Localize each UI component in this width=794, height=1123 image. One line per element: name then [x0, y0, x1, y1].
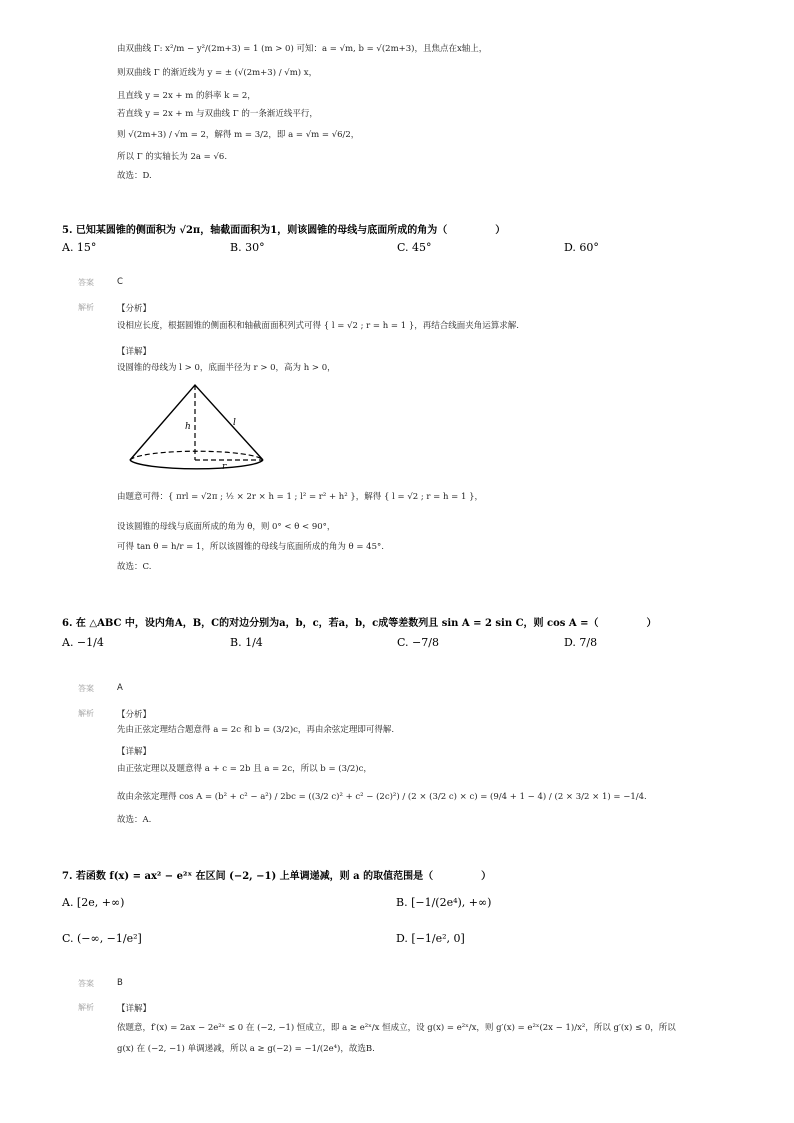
prev-solution-line-4: 若直线 y = 2x + m 与双曲线 Γ 的一条渐近线平行， [117, 109, 318, 119]
q6-option-b[interactable]: B. 1/4 [230, 636, 263, 649]
q7-option-a[interactable]: A. [2e, +∞) [62, 896, 125, 909]
q5-detail-3: 设该圆锥的母线与底面所成的角为 θ，则 0° < θ < 90°， [117, 522, 336, 532]
q7-answer: B [117, 978, 123, 988]
q7-option-b[interactable]: B. [−1/(2e⁴), +∞) [396, 896, 492, 909]
cone-h-label: h [185, 422, 191, 432]
prev-solution-line-7: 故选：D. [117, 171, 152, 181]
q5-stem: 5. 已知某圆锥的侧面积为 √2π，轴截面面积为1，则该圆锥的母线与底面所成的角为（ ） [62, 225, 506, 236]
prev-solution-line-1: 由双曲线 Γ: x²/m − y²/(2m+3) = 1 (m > 0) 可知：a = √m, b = √(2m+3)，且焦点在x轴上， [117, 44, 488, 54]
q6-answer-label: 答案 [78, 684, 94, 693]
q5-option-d[interactable]: D. 60° [564, 241, 599, 254]
cone-l-label: l [233, 418, 236, 428]
q6-fenxi-text: 先由正弦定理结合题意得 a = 2c 和 b = (3/2)c，再由余弦定理即可得解. [117, 725, 395, 735]
q7-detail-2: g(x) 在 (−2, −1) 单调递减，所以 a ≥ g(−2) = −1/(2e⁴)，故选B. [117, 1044, 375, 1054]
q6-detail-1: 由正弦定理以及题意得 a + c = 2b 且 a = 2c，所以 b = (3/2)c， [117, 764, 372, 774]
q7-analysis-label: 解析 [78, 1003, 94, 1012]
cone-r-label: r [222, 462, 227, 472]
prev-solution-line-5: 则 √(2m+3) / √m = 2，解得 m = 3/2，即 a = √m = √6/2， [117, 130, 360, 140]
q5-detail-4: 可得 tan θ = h/r = 1，所以该圆锥的母线与底面所成的角为 θ = 45°. [117, 542, 384, 552]
q6-option-a[interactable]: A. −1/4 [62, 636, 104, 649]
q6-answer: A [117, 683, 123, 693]
q7-answer-label: 答案 [78, 979, 94, 988]
q7-option-d[interactable]: D. [−1/e², 0] [396, 932, 465, 945]
prev-solution-line-2: 则双曲线 Γ 的渐近线为 y = ± (√(2m+3) / √m) x， [117, 68, 318, 78]
q6-detail-3: 故选：A. [117, 815, 152, 825]
q5-answer-label: 答案 [78, 278, 94, 287]
q7-xiangjie-heading: 【详解】 [117, 1004, 152, 1014]
cone-figure [125, 380, 270, 475]
q5-detail-2: 由题意可得：{ πrl = √2π ; ½ × 2r × h = 1 ; l² = r² + h² }，解得 { l = √2 ; r = h = 1 }， [117, 492, 484, 502]
q7-stem: 7. 若函数 f(x) = ax² − e²ˣ 在区间 (−2, −1) 上单调递减，则 a 的取值范围是（ ） [62, 871, 492, 882]
q5-option-a[interactable]: A. 15° [62, 241, 97, 254]
q5-fenxi-text: 设相应长度，根据圆锥的侧面积和轴截面面积列式可得 { l = √2 ; r = h = 1 }，再结合线面夹角运算求解. [117, 321, 519, 331]
q6-option-d[interactable]: D. 7/8 [564, 636, 598, 649]
q5-fenxi-heading: 【分析】 [117, 304, 152, 314]
q5-analysis-label: 解析 [78, 303, 94, 312]
prev-solution-line-6: 所以 Γ 的实轴长为 2a = √6. [117, 152, 228, 162]
q5-detail-1: 设圆锥的母线为 l > 0，底面半径为 r > 0，高为 h > 0， [117, 363, 336, 373]
q5-option-b[interactable]: B. 30° [230, 241, 265, 254]
q6-detail-2: 故由余弦定理得 cos A = (b² + c² − a²) / 2bc = ((3/2 c)² + c² − (2c)²) / (2 × (3/2 c) × c) = (9/4 + 1 − 4) / (2 × 3/2 × 1) = −1/4. [117, 792, 647, 802]
q6-stem: 6. 在 △ABC 中，设内角A，B，C的对边分别为a，b，c，若a，b，c成等差数列且 sin A = 2 sin C，则 cos A =（ ） [62, 618, 657, 629]
q6-xiangjie-heading: 【详解】 [117, 747, 152, 757]
q7-detail-1: 依题意，f′(x) = 2ax − 2e²ˣ ≤ 0 在 (−2, −1) 恒成立，即 a ≥ e²ˣ/x 恒成立，设 g(x) = e²ˣ/x，则 g′(x) = e²ˣ(2x − 1)/x²，所以 g′(x) ≤ 0，所以 [117, 1023, 676, 1033]
prev-solution-line-3: 且直线 y = 2x + m 的斜率 k = 2， [117, 91, 256, 101]
q6-analysis-label: 解析 [78, 709, 94, 718]
q7-option-c[interactable]: C. (−∞, −1/e²] [62, 932, 142, 945]
q6-fenxi-heading: 【分析】 [117, 710, 152, 720]
q5-option-c[interactable]: C. 45° [397, 241, 432, 254]
q6-option-c[interactable]: C. −7/8 [397, 636, 439, 649]
q5-detail-5: 故选：C. [117, 562, 152, 572]
q5-answer: C [117, 277, 123, 287]
q5-xiangjie-heading: 【详解】 [117, 347, 152, 357]
